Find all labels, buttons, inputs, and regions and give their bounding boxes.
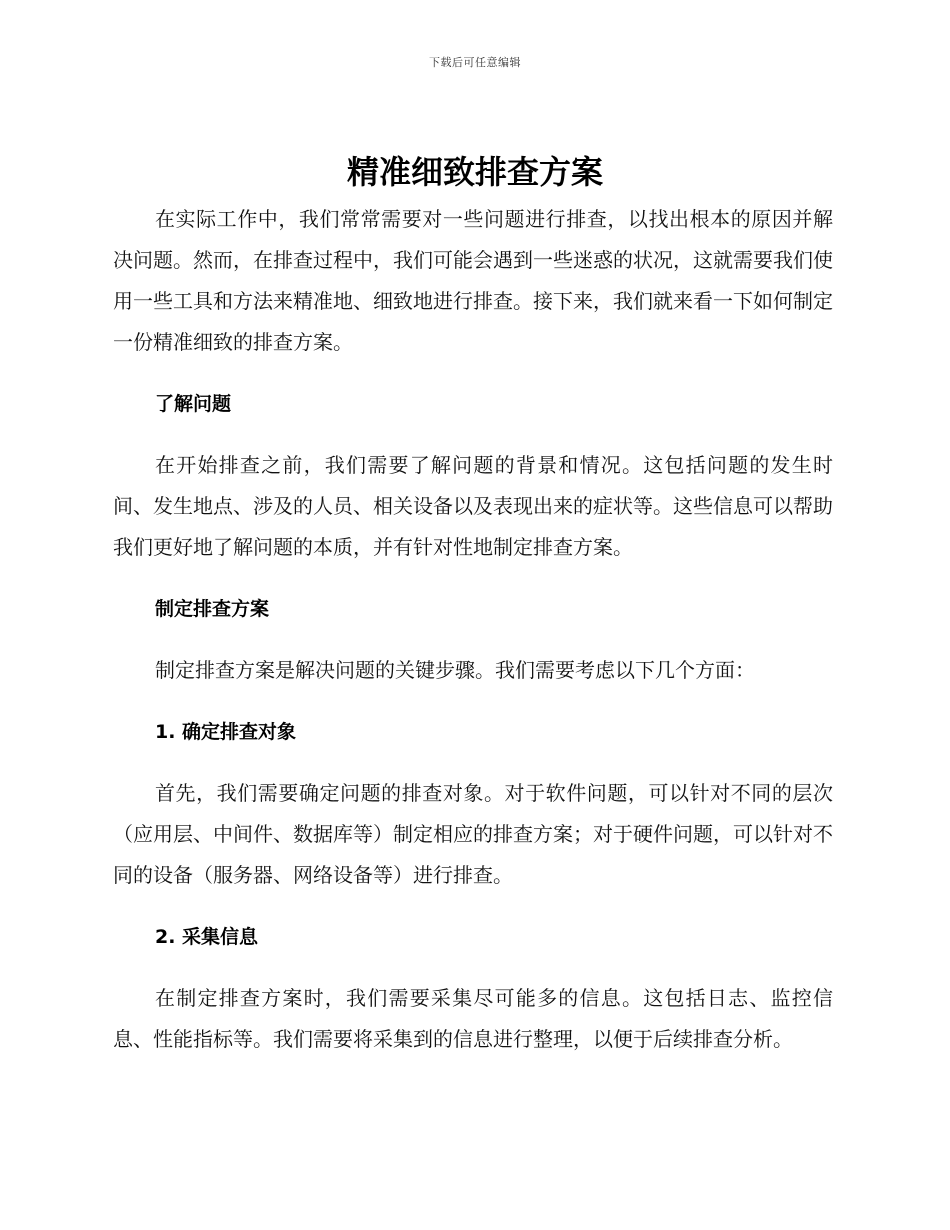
section-heading: 2. 采集信息 [155,926,259,948]
document-body [113,199,833,1060]
section-paragraph: 在制定排查方案时，我们需要采集尽可能多的信息。这包括日志、监控信息、性能指标等。我们需要将采集到的信息进行整理，以便于后续排查分析。 [113,986,833,1051]
section-paragraph: 制定排查方案是解决问题的关键步骤。我们需要考虑以下几个方面： [155,658,755,682]
section-heading: 了解问题 [155,393,232,415]
document-title: 精准细致排查方案 [346,153,603,191]
section-collect-info [113,923,833,1060]
section-paragraph: 首先，我们需要确定问题的排查对象。对于软件问题，可以针对不同的层次（应用层、中间件、数据库等）制定相应的排查方案；对于硬件问题，可以针对不同的设备（服务器、网络设备等）进行排查。 [113,781,833,887]
section-understand-problem [113,390,833,568]
intro-paragraph: 在实际工作中，我们常常需要对一些问题进行排查，以找出根本的原因并解决问题。然而，在排查过程中，我们可能会遇到一些迷惑的状况，这就需要我们使用一些工具和方法来精准地、细致地进行排查。接下来，我们就来看一下如何制定一份精准细致的排查方案。 [113,207,833,354]
section-make-plan [113,595,833,691]
section-paragraph: 在开始排查之前，我们需要了解问题的背景和情况。这包括问题的发生时间、发生地点、涉及的人员、相关设备以及表现出来的症状等。这些信息可以帮助我们更好地了解问题的本质，并有针对性地制定排查方案。 [113,453,833,559]
section-determine-target [113,718,833,896]
section-heading: 制定排查方案 [155,598,270,620]
header-note: 下载后可任意编辑 [429,56,521,69]
section-heading: 1. 确定排查对象 [155,721,297,743]
